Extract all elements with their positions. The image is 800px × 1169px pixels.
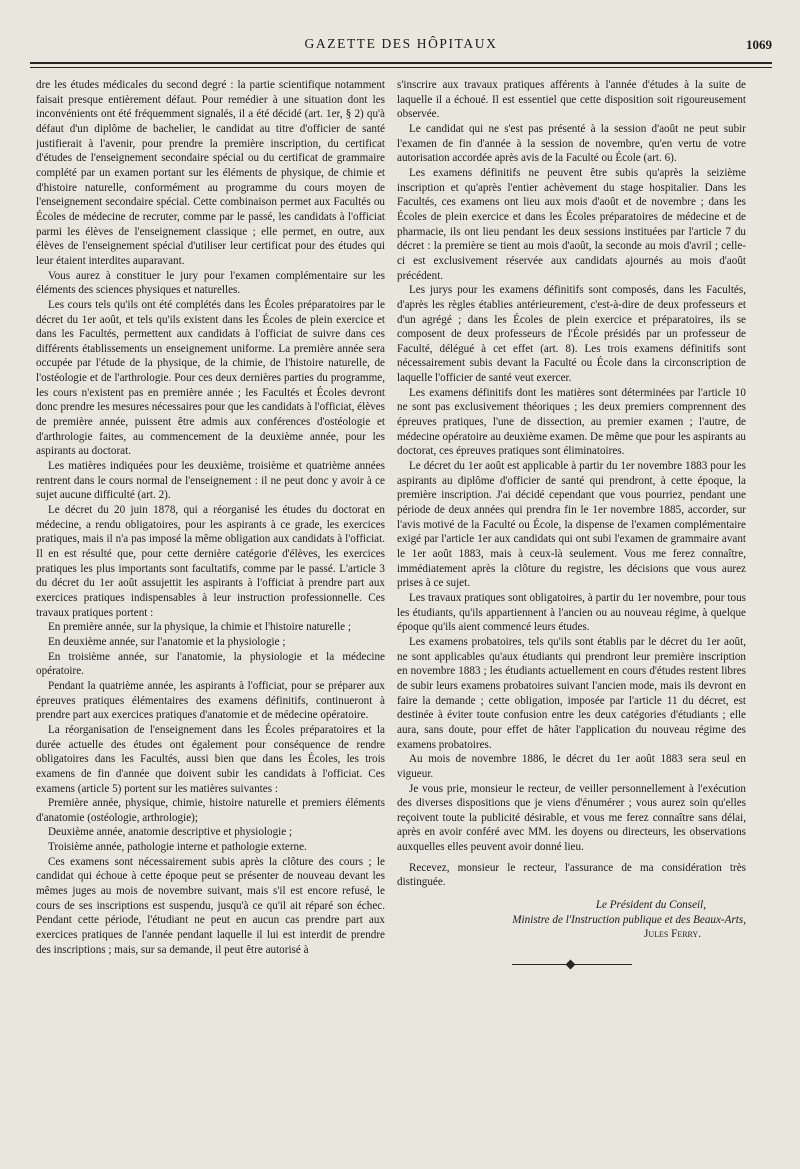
paragraph: Les matières indiquées pour les deuxième, troisième et quatrième années rentrent dans le cours normal de l'enseignement : il ne peut donc y avoir à ce sujet aucune difficulté (art. 2). (36, 460, 385, 502)
closing-paragraph: Recevez, monsieur le recteur, l'assurance de ma considération très distinguée. (397, 861, 746, 889)
paragraph: dre les études médicales du second degré : la partie scientifique notamment faisait presque entièrement défaut. Pour remédier à une situation dont les inconvénients ont été fréquemment signalés, il a été décidé (art. 1er, § 2) qu'à défaut d'un diplôme de bachelier, le candidat au titre d'officier de santé justifierait à l'avenir, pour prendre la première inscription, du certificat d'études de l'enseignement secondaire spécial ou du certificat de grammaire complété par un examen portant sur les éléments de physique, de chimie et d'histoire naturelle, conformément au programme du cours moyen de l'enseignement secondaire spécial. Cette combinaison permet aux Facultés ou Écoles de médecine de recruter, comme par le passé, les candidats à l'officiat parmi les élèves de l'enseignement classique ; elle permet, en outre, aux élèves de l'enseignement spécial d'utiliser leur certificat pour des études qui leur étaient interdites auparavant. (36, 79, 385, 267)
paragraph: Ces examens sont nécessairement subis après la clôture des cours ; le candidat qui échoue à cette époque peut se présenter de nouveau devant les mêmes juges au mois de novembre suivant, mais s'il est encore refusé, le cours de ses inscriptions est suspendu, jusqu'à ce qu'il ait réparé son échec. Pendant cette période, l'étudiant ne peut en aucun cas prendre part aux exercices pratiques de l'année pendant laquelle il lui est interdit de prendre des inscriptions ; mais, sur sa demande, il peut être autorisé à (36, 855, 385, 956)
list-item: En deuxième année, sur l'anatomie et la physiologie ; (48, 635, 286, 648)
right-column (397, 78, 746, 1138)
paragraph: Les cours tels qu'ils ont été complétés dans les Écoles préparatoires par le décret du 1er août, et tels qu'ils existent dans les Écoles de plein exercice et dans les Facultés, permettent aux candidats à l'officiat de suivre dans ces différents établissements un enseignement uniforme. La première année sera occupée par l'étude de la physique, de la chimie, de l'histoire naturelle, de l'ostéologie et de l'arthrologie. Pour ces deux dernières parties du programme, les cours n'existent pas en première année ; les Facultés et Écoles devront donc prendre les mesures nécessaires pour que les candidats à l'officiat, élèves de première année, puissent être admis aux conférences d'ostéologie et d'arthrologie faites, au commencement de la deuxième année, pour les aspirants au doctorat. (36, 298, 385, 458)
signature-title: Le Président du Conseil, (595, 899, 706, 912)
paragraph: Le décret du 1er août est applicable à partir du 1er novembre 1883 pour les aspirants au diplôme d'officier de santé qui prendront, à cette époque, la première inscription. J'ai décidé cependant que vous pourriez, pendant une période de deux années qui prendra fin le 1er novembre 1885, accorder, sur l'avis motivé de la Faculté ou École, la dispense de l'examen complémentaire exigé par l'article 1er aux candidats qui ont subi l'examen de grammaire avant le 1er août 1883, mais à ceux-là seulement. Vous me ferez connaître, immédiatement après la clôture du registre, les décisions que vous aurez prises à ce sujet. (397, 460, 746, 590)
paragraph: Les examens définitifs ne peuvent être subis qu'après la seizième inscription et qu'après l'entier achèvement du stage hospitalier. Dans les Facultés, ces examens ont lieu aux mois d'août et de novembre ; dans les Écoles de plein exercice et dans les Écoles préparatoires de médecine et de pharmacie, ils ont lieu pendant les deux sessions instituées par l'article 7 du décret : la première se tient au mois d'août, la seconde au mois d'avril ; celle-ci est exclusivement réservée aux candidats ajournés au mois d'août précédent. (397, 166, 746, 282)
paragraph: s'inscrire aux travaux pratiques afférents à l'année d'études à la suite de laquelle il a échoué. Il est essentiel que cette disposition soit rigoureusement observée. (397, 79, 746, 121)
paragraph: Vous aurez à constituer le jury pour l'examen complémentaire sur les éléments des sciences physiques et naturelles. (36, 269, 385, 297)
paragraph: Le décret du 20 juin 1878, qui a réorganisé les études du doctorat en médecine, a rendu obligatoires, pour les aspirants à ce grade, les exercices pratiques, mais il n'a pas imposé la même obligation aux candidats à l'officiat. Il en est résulté que, pour cette dernière catégorie d'élèves, les exercices pratiques les plus importants sont facultatifs, comme par le passé. L'article 3 du décret du 1er août assujettit les aspirants à l'officiat à prendre part aux exercices pratiques indispensables à leur instruction professionnelle. Ces travaux pratiques portent : (36, 504, 385, 619)
page-number: 1069 (746, 37, 772, 52)
paragraph: Pendant la quatrième année, les aspirants à l'officiat, pour se préparer aux épreuves pratiques élémentaires des examens définitifs, continueront à prendre part aux exercices pratiques d'anatomie et de médecine opératoire. (36, 679, 385, 722)
end-ornament (512, 964, 632, 965)
paragraph: Je vous prie, monsieur le recteur, de veiller personnellement à l'exécution des diverses dispositions que je viens d'énumérer ; vous aurez soin qu'elles reçoivent toute la publicité désirable, et vous me ferez connaître sans délai, après en avoir conféré avec MM. les doyens ou directeurs, les observations auxquelles elles peuvent avoir donné lieu. (397, 782, 746, 854)
list-item: Troisième année, pathologie interne et pathologie externe. (48, 841, 307, 854)
paragraph: Les examens probatoires, tels qu'ils sont établis par le décret du 1er août, ne sont applicables qu'aux étudiants qui prendront leur première inscription en novembre 1883 ; les étudiants actuellement en cours d'études restent libres de subir leurs examens probatoires suivant l'ancien mode, mais ils devront en faire la demande ; cette obligation, imposée par l'article 11 du décret, est destinée à éviter toute confusion entre les deux catégories d'étudiants ; elle aura, sans doute, pour effet de hâter l'application du nouveau régime des examens probatoires. (397, 635, 746, 751)
paragraph: La réorganisation de l'enseignement dans les Écoles préparatoires et la durée actuelle des études ont également pour conséquence de rendre obligatoires dans les Facultés, aussi bien que dans les Écoles, les trois examens de fin d'année que doivent subir les candidats à l'officiat. Ces examens (article 5) portent sur les matières suivantes : (36, 723, 385, 795)
list-item: En première année, sur la physique, la chimie et l'histoire naturelle ; (48, 621, 352, 634)
left-column (36, 78, 385, 1138)
paragraph: Les examens définitifs dont les matières sont déterminées par l'article 10 ne sont pas exclusivement théoriques ; les deux premiers comprennent des épreuves pratiques, l'une de dissection, au premier examen ; l'autre, de médecine opératoire au deuxième examen. De même que pour les aspirants au doctorat, ces épreuves pratiques sont éliminatoires. (397, 386, 746, 458)
header-rule-thick (30, 62, 772, 64)
header-rule-thin (30, 67, 772, 68)
paragraph: Les jurys pour les examens définitifs sont composés, dans les Facultés, d'après les règles établies antérieurement, c'est-à-dire de deux professeurs et d'un agrégé ; dans les Écoles de plein exercice et préparatoires, ils se composent de deux professeurs de l'École présidés par un professeur de Faculté, délégué à cet effet (art. 8). Les trois examens définitifs sont nécessairement subis devant la Faculté ou École dans la circonscription de laquelle l'officier de santé veut exercer. (397, 284, 746, 385)
list-item: En troisième année, sur l'anatomie, la physiologie et la médecine opératoire. (36, 650, 385, 678)
list-item: Première année, physique, chimie, histoire naturelle et premiers éléments d'anatomie (ostéologie, arthrologie); (36, 797, 385, 824)
signature-block (397, 898, 746, 942)
paragraph: Au mois de novembre 1886, le décret du 1er août 1883 sera seul en vigueur. (397, 753, 746, 780)
signature-office: Ministre de l'Instruction publique et des Beaux-Arts, (512, 913, 746, 926)
signature-name: Jules Ferry. (644, 928, 701, 941)
list-item: Deuxième année, anatomie descriptive et physiologie ; (48, 826, 293, 839)
paragraph: Les travaux pratiques sont obligatoires, à partir du 1er novembre, pour tous les étudiants, qu'ils appartiennent à l'ancien ou au nouveau régime, à quelque époque qu'ils aient commencé leurs études. (397, 591, 746, 634)
page-header (30, 30, 772, 58)
paragraph: Le candidat qui ne s'est pas présenté à la session d'août ne peut subir l'examen de fin d'année à la session de novembre, qu'en vertu de votre autorisation accordée après avis de la Faculté ou École (art. 6). (397, 122, 746, 165)
journal-title: GAZETTE DES HÔPITAUX (304, 36, 498, 51)
